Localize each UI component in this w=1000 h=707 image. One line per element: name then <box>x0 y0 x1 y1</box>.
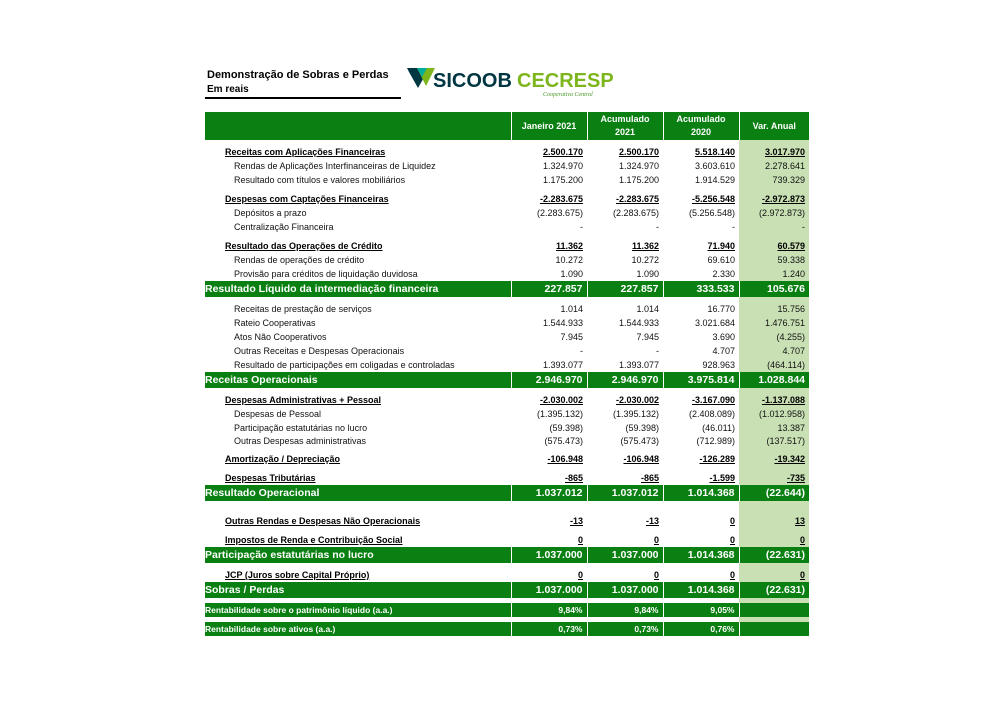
cell-value-col2: 9,84% <box>634 605 659 615</box>
cell-value-col2: (575.473) <box>620 435 659 446</box>
cell-value-col1: 1.037.000 <box>535 549 583 561</box>
row-label: Resultado Operacional <box>205 487 320 499</box>
cell-value-col1: (2.283.675) <box>536 208 583 218</box>
cell-value-col2: 0,73% <box>634 624 659 634</box>
row-label: Despesas Tributárias <box>225 473 316 483</box>
cell-value-col1: 1.324.970 <box>542 161 583 171</box>
cell-value-col1: 1.175.200 <box>542 175 583 185</box>
row-label: Rendas de Aplicações Interfinanceiras de Liquidez <box>234 161 436 171</box>
cell-value-col1: - <box>580 346 583 356</box>
cell-value-col4: 1.476.751 <box>764 318 805 328</box>
cell-value-col4: - <box>802 222 805 232</box>
cell-value-col1: -2.283.675 <box>539 194 583 204</box>
cell-value-col4: 59.338 <box>777 255 805 265</box>
cell-value-col1: - <box>580 222 583 232</box>
cell-value-col2: 1.037.000 <box>611 584 659 596</box>
cell-value-col4: 0 <box>799 570 805 580</box>
row-label: Receitas Operacionais <box>205 374 318 386</box>
cell-value-col1: 227.857 <box>544 283 583 295</box>
cell-value-col2: 2.500.170 <box>618 147 659 157</box>
row-label: Sobras / Perdas <box>205 584 285 596</box>
logo-tagline: Cooperativa Central <box>543 92 593 98</box>
cell-value-col4: 105.676 <box>767 283 805 295</box>
header-blank-cell <box>205 112 511 140</box>
cell-value-col1: (59.398) <box>549 422 583 433</box>
report-subtitle: Em reais <box>207 84 249 95</box>
cell-value-col2: - <box>656 222 659 232</box>
cell-value-col2: -2.030.002 <box>615 395 659 405</box>
row-label: Rateio Cooperativas <box>234 318 316 328</box>
cell-value-col2: 0 <box>653 535 659 545</box>
cell-value-col2: 0 <box>653 570 659 580</box>
column-header-c1: Janeiro 2021 <box>511 112 587 140</box>
cell-value-col1: -13 <box>569 516 583 526</box>
cell-value-col1: -2.030.002 <box>539 395 583 405</box>
cell-value-col1: 1.544.933 <box>542 318 583 328</box>
cell-value-col1: 10.272 <box>555 255 583 265</box>
row-rent-pl <box>205 603 809 617</box>
row-participacao-lucro <box>205 421 809 434</box>
cell-value-col1: 7.945 <box>560 332 583 342</box>
row-label: Participação estatutárias no lucro <box>234 422 368 433</box>
cell-value-col3: 3.603.610 <box>694 161 735 171</box>
cell-value-col4: 0 <box>799 535 805 545</box>
cell-value-col3: 3.690 <box>712 332 735 342</box>
cell-value-col3: 0 <box>729 570 735 580</box>
cell-value-col4: 1.028.844 <box>758 374 805 386</box>
cell-value-col2: 1.175.200 <box>618 175 659 185</box>
cell-value-col2: 1.544.933 <box>618 318 659 328</box>
cell-value-col1: 2.946.970 <box>535 374 583 386</box>
income-statement-table <box>205 112 809 636</box>
row-label: Centralização Financeira <box>234 222 334 232</box>
cell-value-col1: 1.014 <box>560 304 583 314</box>
cell-value-col2: 7.945 <box>636 332 659 342</box>
cell-value-col1: 1.037.012 <box>535 487 583 499</box>
row-label: Atos Não Cooperativos <box>234 332 327 342</box>
cell-value-col4: (22.631) <box>765 549 805 561</box>
row-depositos <box>205 206 809 220</box>
logo-suffix: CECRESP <box>517 70 614 92</box>
cell-value-col1: 1.090 <box>560 269 583 279</box>
cell-value-col2: -2.283.675 <box>615 194 659 204</box>
cell-value-col3: -3.167.090 <box>691 395 735 405</box>
cell-value-col2: 227.857 <box>620 283 659 295</box>
spacer-row <box>205 501 809 514</box>
cell-value-col4: 1.240 <box>782 269 805 279</box>
cell-value-col2: 1.037.012 <box>611 487 659 499</box>
cell-value-col3: 9,05% <box>710 605 735 615</box>
cell-value-col3: 0,76% <box>710 624 735 634</box>
cell-value-col1: 1.037.000 <box>535 584 583 596</box>
cell-value-col3: 0 <box>729 516 735 526</box>
cell-value-col3: (712.989) <box>696 435 735 446</box>
cell-value-col2: -106.948 <box>623 454 659 464</box>
cell-value-col1: (1.395.132) <box>536 409 583 419</box>
cell-value-col4: 13.387 <box>777 422 805 433</box>
row-outras-despesas <box>205 434 809 447</box>
row-label: Provisão para créditos de liquidação duvidosa <box>234 269 418 279</box>
cell-value-col3: - <box>732 222 735 232</box>
cell-value-col3: 1.014.368 <box>687 584 735 596</box>
row-label: Receitas de prestação de serviços <box>234 304 372 314</box>
cell-value-col4: 3.017.970 <box>764 147 805 157</box>
cell-value-col3: -1.599 <box>709 473 735 483</box>
column-header-c3: Acumulado 2020 <box>663 112 739 140</box>
row-label: Outras Despesas administrativas <box>234 435 367 446</box>
row-participacao-estat <box>205 547 809 563</box>
cell-value-col2: 1.037.000 <box>611 549 659 561</box>
cell-value-col3: 1.014.368 <box>687 487 735 499</box>
cell-value-col3: 2.330 <box>712 269 735 279</box>
sicoob-logo <box>405 66 620 100</box>
cell-value-col2: 2.946.970 <box>611 374 659 386</box>
cell-value-col4: (4.255) <box>776 332 805 342</box>
cell-value-col4: (464.114) <box>767 360 805 370</box>
row-label: Participação estatutárias no lucro <box>205 549 374 561</box>
cell-value-col4: -2.972.873 <box>761 194 805 204</box>
cell-value-col3: (46.011) <box>702 422 735 433</box>
row-tributarias <box>205 471 809 485</box>
logo-brand: SICOOB <box>433 70 512 92</box>
cell-value-col3: 5.518.140 <box>694 147 735 157</box>
cell-value-col1: 11.362 <box>555 241 583 251</box>
row-despesas-adm <box>205 393 809 407</box>
cell-value-col4: (1.012.958) <box>758 409 805 419</box>
row-receitas-servicos <box>205 302 809 316</box>
row-label: Resultado Líquido da intermediação financeira <box>205 283 439 295</box>
cell-value-col3: 0 <box>729 535 735 545</box>
row-participacoes <box>205 358 809 372</box>
row-rent-ativos <box>205 622 809 636</box>
cell-value-col3: 4.707 <box>712 346 735 356</box>
row-centralizacao <box>205 220 809 234</box>
cell-value-col3: 1.914.529 <box>694 175 735 185</box>
row-impostos <box>205 533 809 547</box>
row-label: Depósitos a prazo <box>234 208 307 218</box>
cell-value-col2: -13 <box>645 516 659 526</box>
cell-value-col3: (5.256.548) <box>688 208 735 218</box>
row-atos-nao-coop <box>205 330 809 344</box>
cell-value-col3: 69.610 <box>707 255 735 265</box>
cell-value-col3: 3.975.814 <box>687 374 735 386</box>
column-header-c4: Var. Anual <box>739 112 809 140</box>
cell-value-col4: 13 <box>794 516 805 526</box>
cell-value-col1: (575.473) <box>544 435 583 446</box>
cell-value-col4: 739.329 <box>772 175 805 185</box>
cell-value-col3: 333.533 <box>696 283 735 295</box>
cell-value-col3: -5.256.548 <box>691 194 735 204</box>
row-despesas-capt <box>205 192 809 206</box>
cell-value-col4: (137.517) <box>766 435 805 446</box>
cell-value-col3: 928.963 <box>702 360 735 370</box>
cell-value-col2: (1.395.132) <box>612 409 659 419</box>
row-despesas-pessoal <box>205 407 809 421</box>
cell-value-col2: 1.014 <box>636 304 659 314</box>
row-label: Despesas com Captações Financeiras <box>225 194 389 204</box>
cell-value-col4: (22.644) <box>765 487 805 499</box>
cell-value-col1: 0 <box>577 535 583 545</box>
cell-value-col4: -735 <box>786 473 805 483</box>
row-amortizacao <box>205 452 809 466</box>
cell-value-col2: 1.090 <box>636 269 659 279</box>
row-label: Despesas Administrativas + Pessoal <box>225 395 381 405</box>
cell-value-col4: 60.579 <box>777 241 805 251</box>
row-label: Receitas com Aplicações Financeiras <box>225 147 386 157</box>
row-resultado-tvm <box>205 173 809 187</box>
row-outras-rendas <box>205 514 809 528</box>
cell-value-col2: - <box>656 346 659 356</box>
row-rendas-interf <box>205 159 809 173</box>
cell-value-col4: -19.342 <box>774 454 805 464</box>
row-rateio <box>205 316 809 330</box>
cell-value-col1: 0 <box>577 570 583 580</box>
cell-value-col2: 1.324.970 <box>618 161 659 171</box>
cell-value-col4: 15.756 <box>777 304 805 314</box>
cell-value-col1: 2.500.170 <box>542 147 583 157</box>
row-outras-receitas <box>205 344 809 358</box>
row-label: Amortização / Depreciação <box>225 454 341 464</box>
row-label: Rentabilidade sobre o patrimônio líquido (a.a.) <box>205 605 393 615</box>
row-label: Outras Receitas e Despesas Operacionais <box>234 346 405 356</box>
table-header-row <box>205 112 809 140</box>
row-resultado-credito <box>205 239 809 253</box>
row-label: Resultado com títulos e valores mobiliários <box>234 175 406 185</box>
row-label: Rendas de operações de crédito <box>234 255 365 265</box>
row-label: Despesas de Pessoal <box>234 409 322 419</box>
cell-value-col1: 9,84% <box>558 605 583 615</box>
row-provisao <box>205 267 809 281</box>
row-label: Resultado das Operações de Crédito <box>225 241 383 251</box>
cell-value-col2: (2.283.675) <box>612 208 659 218</box>
cell-value-col4: 2.278.641 <box>764 161 805 171</box>
row-receitas-oper <box>205 372 809 388</box>
cell-value-col3: 3.021.684 <box>694 318 735 328</box>
cell-value-col4: -1.137.088 <box>761 395 805 405</box>
row-sobras <box>205 582 809 598</box>
column-header-c2: Acumulado 2021 <box>587 112 663 140</box>
row-label: Impostos de Renda e Contribuição Social <box>225 535 403 545</box>
row-label: Rentabilidade sobre ativos (a.a.) <box>205 624 336 634</box>
cell-value-col3: -126.289 <box>699 454 735 464</box>
row-resultado-liquido <box>205 281 809 297</box>
cell-value-col3: (2.408.089) <box>688 409 735 419</box>
cell-value-col2: (59.398) <box>625 422 659 433</box>
cell-value-col1: -865 <box>564 473 583 483</box>
cell-value-col2: -865 <box>640 473 659 483</box>
row-jcp <box>205 568 809 582</box>
cell-value-col3: 71.940 <box>707 241 735 251</box>
cell-value-col3: 1.014.368 <box>687 549 735 561</box>
cell-value-col1: -106.948 <box>547 454 583 464</box>
cell-value-col2: 10.272 <box>631 255 659 265</box>
row-label: JCP (Juros sobre Capital Próprio) <box>225 570 370 580</box>
row-label: Resultado de participações em coligadas e controladas <box>234 360 455 370</box>
cell-value-col3: 16.770 <box>707 304 735 314</box>
title-underline <box>205 97 401 99</box>
cell-value-col4: (2.972.873) <box>758 208 805 218</box>
row-label: Outras Rendas e Despesas Não Operacionais <box>225 516 421 526</box>
row-rendas-credito <box>205 253 809 267</box>
row-receitas-aplic <box>205 145 809 159</box>
cell-value-col4: 4.707 <box>782 346 805 356</box>
row-resultado-oper <box>205 485 809 501</box>
cell-value-col2: 11.362 <box>631 241 659 251</box>
cell-value-col2: 1.393.077 <box>618 360 659 370</box>
cell-value-col4: (22.631) <box>765 584 805 596</box>
report-title: Demonstração de Sobras e Perdas <box>207 69 389 81</box>
cell-value-col1: 0,73% <box>558 624 583 634</box>
cell-value-col1: 1.393.077 <box>542 360 583 370</box>
